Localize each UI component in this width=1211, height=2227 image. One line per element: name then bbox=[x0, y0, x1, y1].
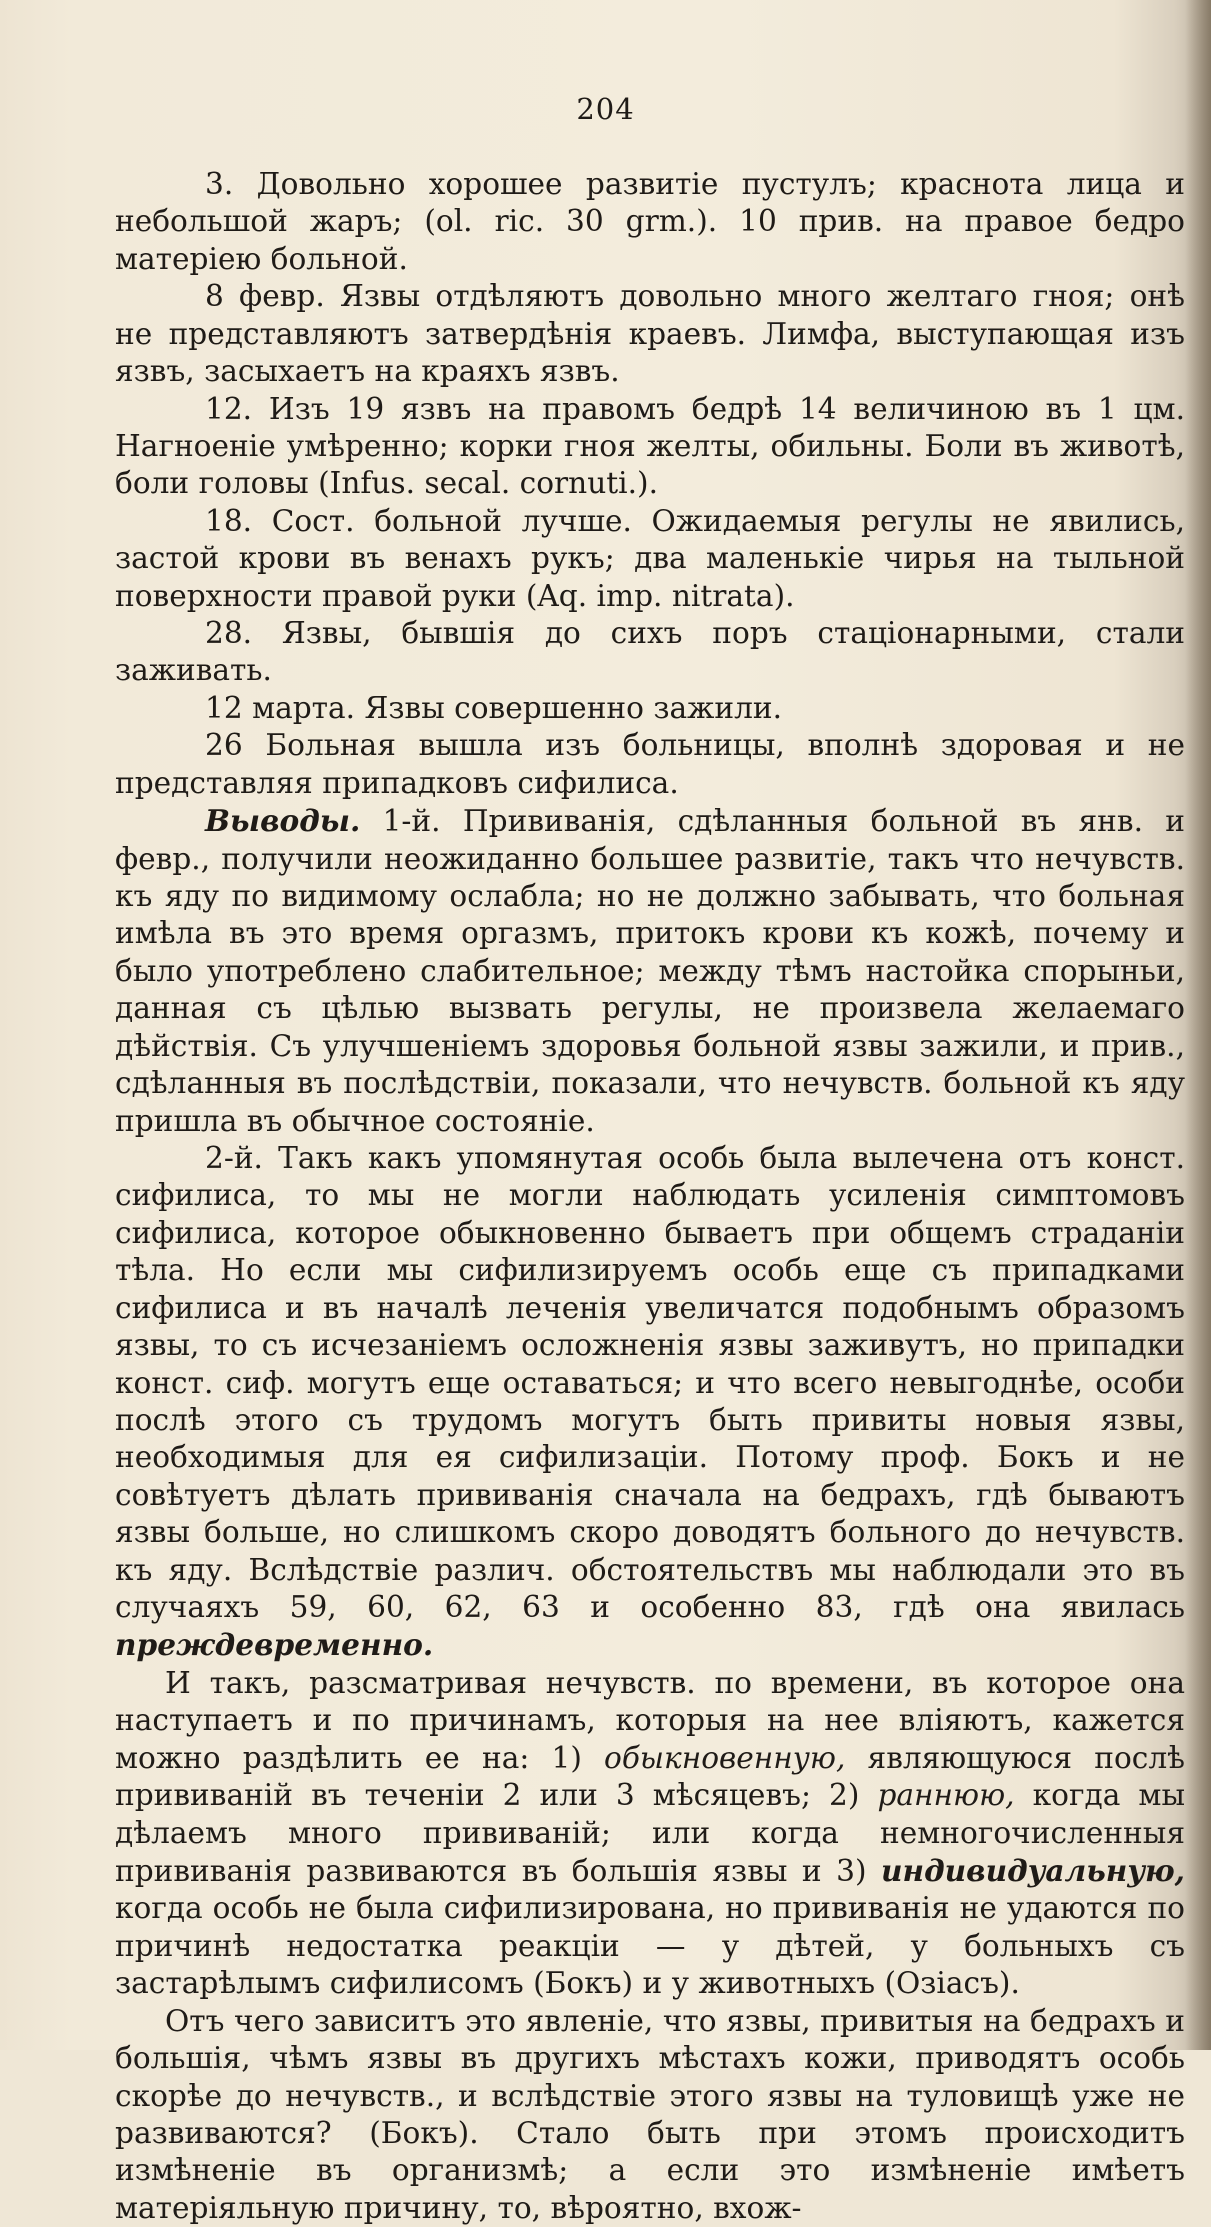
paragraph bbox=[115, 278, 1185, 390]
paragraph bbox=[115, 2003, 1185, 2227]
paragraph bbox=[115, 166, 1185, 278]
paragraph bbox=[115, 802, 1185, 1140]
text-run: 8 февр. Язвы отдѣляютъ довольно много желтаго гноя; онѣ не представляютъ затвердѣнія краевъ. Лимфа, выступающая изъ язвъ, засыхаетъ на краяхъ язвъ. bbox=[115, 279, 1185, 389]
text-run: 12. Изъ 19 язвъ на правомъ бедрѣ 14 величиною въ 1 цм. Нагноеніе умѣренно; корки гноя желты, обильны. Боли въ животѣ, боли головы (Infus. secal. cornuti.). bbox=[115, 391, 1185, 501]
text-run: когда мы дѣлаемъ много прививаній; или когда немногочисленныя прививанія развиваются въ большія язвы и 3) bbox=[115, 1778, 1185, 1888]
body-text bbox=[115, 166, 1185, 2227]
text-run: когда особь не была сифилизирована, но прививанія не удаются по причинѣ недостатка реакціи — у дѣтей, у больныхъ съ застарѣлымъ сифилисомъ (Бокъ) и у животныхъ (Озіасъ). bbox=[115, 1891, 1185, 2001]
emphasized-text: индивидуальную, bbox=[881, 1852, 1185, 1888]
paragraph bbox=[115, 503, 1185, 615]
text-run: И такъ, разсматривая нечувств. по времени, въ которое она наступаетъ и по причинамъ, которыя на нее вліяютъ, кажется можно раздѣлить ее на: 1) bbox=[115, 1665, 1185, 1775]
paragraph bbox=[115, 391, 1185, 503]
text-run: 1-й. Прививанія, сдѣланныя больной въ янв. и февр., получили неожиданно большее развитіе, такъ что нечувств. къ яду по видимому ослабла; но не должно забывать, что больная имѣла въ это время оргазмъ, притокъ крови къ кожѣ, почему и было употреблено слабительное; между тѣмъ настойка спорыньи, данная съ цѣлью вызвать регулы, не произвела желаемаго дѣйствія. Съ улучшеніемъ здоровья больной язвы зажили, и прив., сдѣланныя въ послѣдствіи, показали, что нечувств. больной къ яду пришла въ обычное состояніе. bbox=[115, 804, 1185, 1138]
paragraph bbox=[115, 1140, 1185, 1665]
text-run: 12 марта. Язвы совершенно зажили. bbox=[205, 690, 783, 725]
page-edge-shadow bbox=[1185, 0, 1211, 2050]
text-run: 2-й. Такъ какъ упомянутая особь была вылечена отъ конст. сифилиса, то мы не могли наблюдать усиленія симптомовъ сифилиса, которое обыкновенно бываетъ при общемъ страданіи тѣла. Но если мы сифилизируемъ особь еще съ припадками сифилиса и въ началѣ леченія увеличатся подобнымъ образомъ язвы, то съ исчезаніемъ осложненія язвы заживутъ, но припадки конст. сиф. могутъ еще оставаться; и что всего невыгоднѣе, особи послѣ этого съ трудомъ могутъ быть привиты новыя язвы, необходимыя для ея сифилизаціи. Потому проф. Бокъ и не совѣтуетъ дѣлать прививанія сначала на бедрахъ, гдѣ бываютъ язвы больше, но слишкомъ скоро доводятъ больного до нечувств. къ яду. Вслѣдствіе различ. обстоятельствъ мы наблюдали это въ случаяхъ 59, 60, 62, 63 и особенно 83, гдѣ она явилась bbox=[115, 1140, 1185, 1625]
text-run: 18. Сост. больной лучше. Ожидаемыя регулы не явились, застой крови въ венахъ рукъ; два маленькіе чирья на тыльной поверхности правой руки (Aq. imp. nitrata). bbox=[115, 503, 1185, 613]
paragraph bbox=[115, 1665, 1185, 2003]
paragraph bbox=[115, 690, 1185, 727]
paragraph bbox=[115, 727, 1185, 802]
emphasized-text: Выводы. bbox=[205, 803, 361, 839]
text-run: 3. Довольно хорошее развитіе пустулъ; краснота лица и небольшой жаръ; (ol. ric. 30 grm.). 10 прив. на правое бедро матеріею больной. bbox=[115, 167, 1185, 276]
emphasized-text: раннюю, bbox=[877, 1778, 1015, 1813]
text-run: являющуюся послѣ прививаній въ теченіи 2 или 3 мѣсяцевъ; 2) bbox=[115, 1740, 1185, 1813]
emphasized-text: преждевременно. bbox=[115, 1627, 434, 1663]
emphasized-text: обыкновенную, bbox=[604, 1740, 846, 1775]
page-number: 204 bbox=[576, 92, 635, 126]
paragraph bbox=[115, 615, 1185, 690]
text-run: 28. Язвы, бывшія до сихъ поръ стаціонарными, стали заживать. bbox=[115, 616, 1185, 688]
text-run: Отъ чего зависитъ это явленіе, что язвы, привитыя на бедрахъ и большія, чѣмъ язвы въ другихъ мѣстахъ кожи, приводятъ особь скорѣе до нечувств., и вслѣдствіе этого язвы на туловищѣ уже не развиваются? (Бокъ). Стало быть при этомъ происходитъ измѣненіе въ организмѣ; а если это измѣненіе имѣетъ матеріяльную причину, то, вѣроятно, вхож- bbox=[115, 2003, 1185, 2225]
text-run: 26 Больная вышла изъ больницы, вполнѣ здоровая и не представляя припадковъ сифилиса. bbox=[115, 728, 1185, 800]
